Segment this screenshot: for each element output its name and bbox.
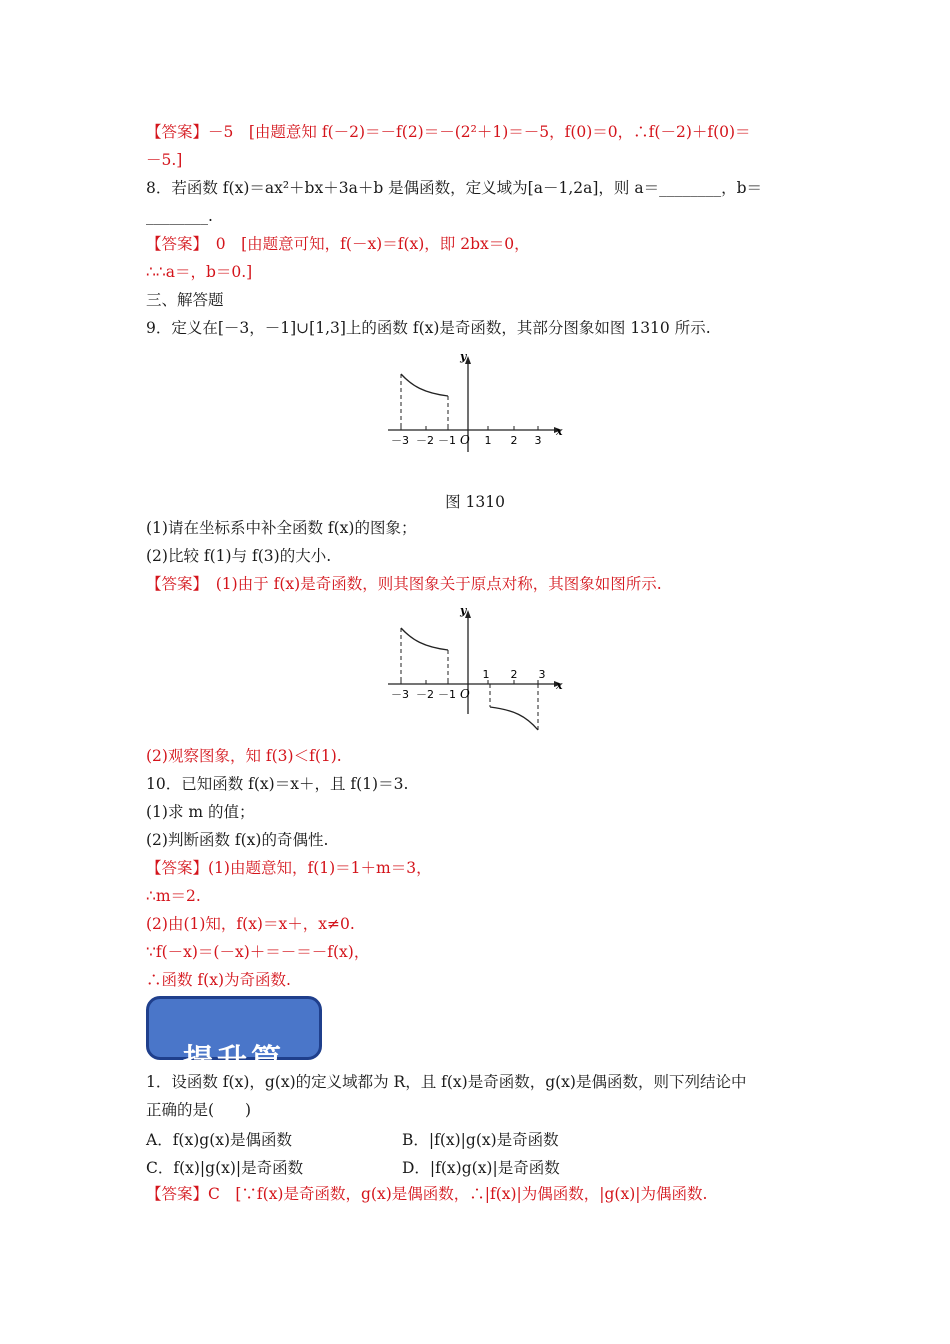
p1-stem-line1: 1．设函数 f(x)，g(x)的定义域都为 R，且 f(x)是奇函数，g(x)是偶函数，则下列结论中 <box>146 1073 747 1091</box>
q9-stem: 9．定义在[－3，－1]∪[1,3]上的函数 f(x)是奇函数，其部分图象如图 1310 所示. <box>146 319 711 337</box>
y-axis-label: y <box>460 604 467 617</box>
q9-part1: (1)请在坐标系中补全函数 f(x)的图象； <box>146 519 417 537</box>
tick-label: 3 <box>538 668 546 681</box>
p1-stem-line2: 正确的是( ) <box>146 1101 252 1119</box>
tick-label: －3 <box>391 434 409 447</box>
q8-answer-line2: ∴∴a＝，b＝0.] <box>146 263 253 281</box>
q8-answer-line1: 【答案】 0 [由题意可知，f(－x)＝f(x)，即 2bx＝0， <box>146 235 530 253</box>
q7-answer-line1: 【答案】－5 [由题意知 f(－2)＝－f(2)＝－(2²＋1)＝－5，f(0)＝0，∴f(－2)＋f(0)＝ <box>146 123 751 141</box>
tick-label: 3 <box>534 434 542 447</box>
tick-label: －2 <box>416 434 434 447</box>
q10-part1: (1)求 m 的值； <box>146 803 255 821</box>
tick-label: 2 <box>510 434 518 447</box>
section-badge-label: 提升篇 <box>183 1043 285 1078</box>
q9-answer-line2: (2)观察图象，知 f(3)＜f(1). <box>146 747 342 765</box>
tick-label: －2 <box>416 688 434 701</box>
y-axis-label: y <box>460 350 467 363</box>
section-badge <box>146 996 322 1078</box>
q9-answer-line1: 【答案】 (1)由于 f(x)是奇函数，则其图象关于原点对称，其图象如图所示. <box>146 575 662 593</box>
q9-part2: (2)比较 f(1)与 f(3)的大小. <box>146 547 332 565</box>
tick-label: －3 <box>391 688 409 701</box>
q10-part2: (2)判断函数 f(x)的奇偶性. <box>146 831 329 849</box>
tick-label: 1 <box>482 668 490 681</box>
x-axis-label: x <box>556 425 563 438</box>
q10-answer-line4: ∵f(－x)＝(－x)＋＝－＝－f(x)， <box>146 943 370 961</box>
option-c: C．f(x)|g(x)|是奇函数 <box>146 1159 304 1177</box>
figure-1310-graph <box>380 348 570 458</box>
q7-answer-line2: －5.] <box>146 151 183 169</box>
completed-odd-function-graph <box>380 602 570 737</box>
origin-label: O <box>460 687 470 701</box>
q8-stem-line1: 8．若函数 f(x)＝ax²＋bx＋3a＋b 是偶函数，定义域为[a－1,2a]，则 a＝________，b＝ <box>146 179 762 197</box>
option-d: D．|f(x)g(x)|是奇函数 <box>402 1159 560 1177</box>
tick-label: 1 <box>484 434 492 447</box>
q10-stem: 10．已知函数 f(x)＝x＋，且 f(1)＝3. <box>146 775 409 793</box>
tick-label: －1 <box>438 688 456 701</box>
q10-answer-line5: ∴函数 f(x)为奇函数. <box>146 971 291 989</box>
section-title: 三、解答题 <box>146 291 224 309</box>
q10-answer-line2: ∴m＝2. <box>146 887 201 905</box>
origin-label: O <box>460 433 470 447</box>
x-axis-label: x <box>556 679 563 692</box>
q10-answer-line1: 【答案】(1)由题意知，f(1)＝1＋m＝3， <box>146 859 432 877</box>
q8-stem-line2: ________. <box>146 207 213 225</box>
option-a: A．f(x)g(x)是偶函数 <box>146 1131 293 1149</box>
option-b: B．|f(x)|g(x)是奇函数 <box>402 1131 559 1149</box>
tick-label: 2 <box>510 668 518 681</box>
p1-answer: 【答案】C [∵f(x)是奇函数，g(x)是偶函数，∴|f(x)|为偶函数，|g(x)|为偶函数. <box>146 1185 708 1203</box>
figure-caption: 图 1310 <box>445 493 505 511</box>
q10-answer-line3: (2)由(1)知，f(x)＝x＋，x≠0. <box>146 915 355 933</box>
tick-label: －1 <box>438 434 456 447</box>
